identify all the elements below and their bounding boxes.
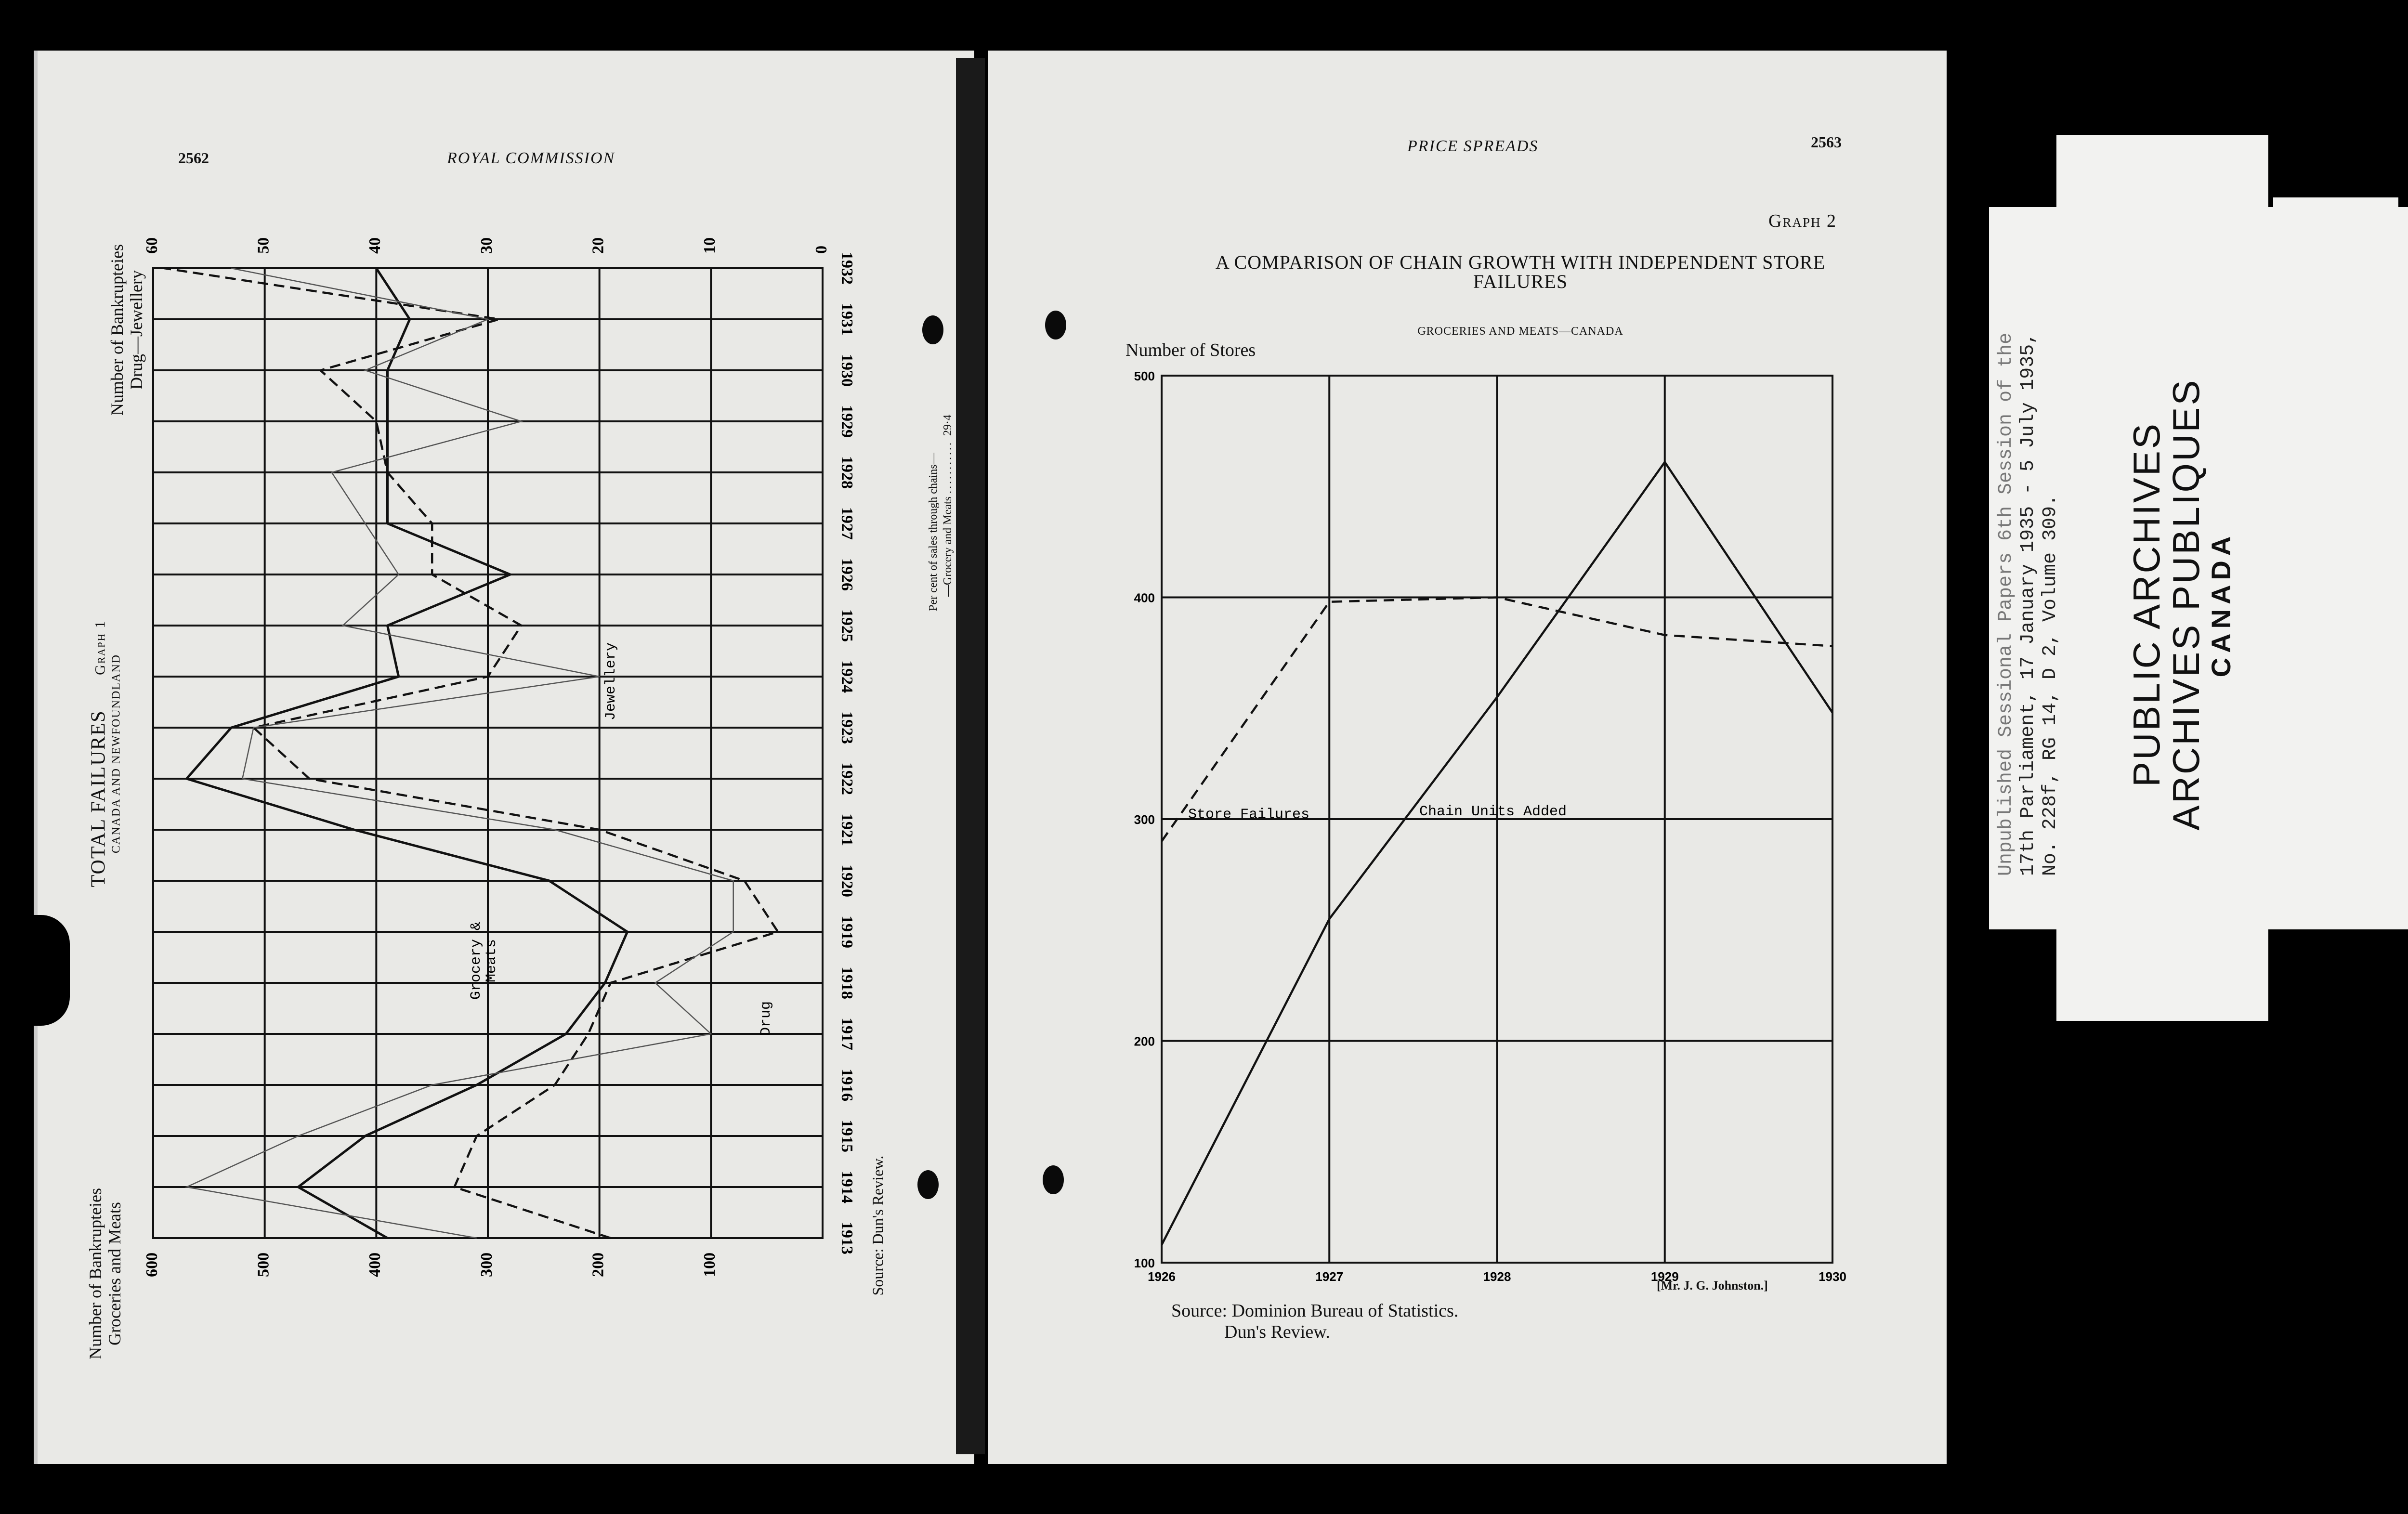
page-notch bbox=[26, 915, 70, 1026]
stamp-line-2: ARCHIVES PUBLIQUES bbox=[2165, 378, 2207, 831]
year-tick-label: 1925 bbox=[838, 609, 856, 642]
legend-row-grocery: —Grocery and Meats ........... 29·4 bbox=[942, 415, 954, 597]
right-axis-title-line-1: Number of Bankrupteies bbox=[107, 244, 127, 416]
running-head: PRICE SPREADS bbox=[1407, 137, 1539, 155]
archive-typed-note bbox=[1995, 333, 2062, 876]
x-tick-label: 1929 bbox=[1650, 1269, 1679, 1284]
x-tick-label: 1928 bbox=[1483, 1269, 1511, 1284]
series-label-chain-units: Chain Units Added bbox=[1419, 804, 1567, 820]
binding-spine bbox=[956, 58, 985, 1454]
year-tick-label: 1915 bbox=[838, 1120, 856, 1152]
y-axis-title: Number of Stores bbox=[1125, 340, 1256, 360]
year-tick-label: 1927 bbox=[838, 507, 856, 540]
punch-hole bbox=[917, 1170, 939, 1199]
left-axis-tick-label: 400 bbox=[366, 1253, 384, 1277]
graph-label: Graph 1 bbox=[92, 620, 108, 675]
y-tick-label: 300 bbox=[1134, 812, 1155, 827]
graph-1-source: Source: Dun's Review. bbox=[869, 1155, 887, 1296]
year-tick-label: 1930 bbox=[838, 354, 856, 387]
left-axis-tick-label: 200 bbox=[589, 1253, 607, 1277]
year-tick-label: 1921 bbox=[838, 813, 856, 846]
legend-heading: Per cent of sales through chains— bbox=[927, 453, 940, 611]
left-axis-title-line-2: Groceries and Meats bbox=[105, 1202, 124, 1345]
archive-card-right bbox=[2273, 197, 2398, 929]
right-axis-tick-label: 30 bbox=[477, 237, 496, 254]
graph-2-subtitle: GROCERIES AND MEATS—CANADA bbox=[1417, 325, 1623, 338]
series-line-drug bbox=[164, 268, 778, 1238]
curve-label-jewellery: Jewellery bbox=[603, 642, 619, 721]
graph-2-title-line-2: FAILURES bbox=[1473, 271, 1568, 292]
punch-hole bbox=[922, 315, 943, 344]
graph-subtitle: CANADA AND NEWFOUNDLAND bbox=[110, 654, 123, 853]
running-head: ROYAL COMMISSION bbox=[447, 149, 615, 167]
year-tick-label: 1918 bbox=[838, 966, 856, 999]
punch-hole bbox=[1043, 1165, 1064, 1194]
right-axis-tick-label: 40 bbox=[366, 237, 384, 254]
punch-hole bbox=[1045, 311, 1066, 339]
typed-line-1: Unpublished Sessional Papers 6th Session of the bbox=[1995, 332, 2017, 876]
x-tick-label: 1930 bbox=[1819, 1269, 1846, 1284]
curve-label-grocery: Meats bbox=[484, 939, 500, 983]
source-line-2: Dun's Review. bbox=[1224, 1322, 1330, 1342]
year-tick-label: 1916 bbox=[838, 1069, 856, 1101]
typed-line-3: No. 228f, RG 14, D 2, Volume 309. bbox=[2040, 494, 2061, 876]
year-tick-label: 1928 bbox=[838, 456, 856, 489]
series-label-store-failures: Store Failures bbox=[1188, 807, 1310, 823]
source-line-1: Source: Dominion Bureau of Statistics. bbox=[1171, 1301, 1459, 1321]
left-axis-tick-label: 100 bbox=[701, 1253, 719, 1277]
graph-title: TOTAL FAILURES bbox=[87, 710, 110, 888]
right-axis-tick-label: 60 bbox=[143, 237, 161, 254]
stamp-line-3: CANADA bbox=[2206, 531, 2236, 678]
right-axis-tick-label: 20 bbox=[589, 237, 607, 254]
left-axis-title-line-1: Number of Bankrupteies bbox=[86, 1188, 105, 1359]
right-axis-tick-label: 50 bbox=[254, 237, 273, 254]
legend-value: 29·4 bbox=[942, 415, 954, 436]
left-axis-tick-label: 600 bbox=[143, 1253, 161, 1277]
typed-line-2: 17th Parliament, 17 January 1935 - 5 July 1935, bbox=[2017, 332, 2039, 876]
right-axis-title-line-2: Drug—Jewellery bbox=[127, 270, 146, 390]
year-tick-label: 1913 bbox=[838, 1222, 856, 1254]
right-axis-tick-label: 10 bbox=[701, 237, 719, 254]
year-tick-label: 1919 bbox=[838, 915, 856, 948]
x-tick-label: 1927 bbox=[1315, 1269, 1344, 1284]
year-tick-label: 1931 bbox=[838, 303, 856, 336]
left-axis-tick-label: 500 bbox=[254, 1253, 273, 1277]
archive-stamp bbox=[2127, 378, 2237, 831]
archive-card-bottom bbox=[2056, 925, 2268, 1021]
archive-card-top bbox=[2056, 135, 2268, 212]
graph-2-title-line-1: A COMPARISON OF CHAIN GROWTH WITH INDEPENDENT STORE bbox=[1215, 251, 1826, 273]
curve-label-drug: Drug bbox=[758, 1001, 774, 1036]
y-tick-label: 100 bbox=[1134, 1256, 1155, 1270]
graph-2-chart bbox=[988, 51, 1947, 1464]
y-tick-label: 200 bbox=[1134, 1034, 1155, 1049]
year-tick-label: 1924 bbox=[838, 660, 856, 693]
x-tick-label: 1926 bbox=[1148, 1269, 1176, 1284]
legend-label: —Grocery and Meats bbox=[942, 496, 954, 597]
year-tick-label: 1917 bbox=[838, 1018, 856, 1050]
year-tick-label: 1926 bbox=[838, 558, 856, 591]
attribution: [Mr. J. G. Johnston.] bbox=[1657, 1279, 1768, 1292]
page-number: 2562 bbox=[178, 149, 209, 167]
year-tick-label: 1920 bbox=[838, 864, 856, 897]
right-axis-tick-label: 0 bbox=[812, 246, 830, 254]
right-page bbox=[988, 51, 1947, 1464]
left-page bbox=[34, 51, 974, 1464]
stamp-line-1: PUBLIC ARCHIVES bbox=[2125, 422, 2168, 787]
graph-label: Graph 2 bbox=[1768, 211, 1837, 231]
y-tick-label: 400 bbox=[1134, 590, 1155, 605]
year-tick-label: 1922 bbox=[838, 762, 856, 795]
year-tick-label: 1929 bbox=[838, 405, 856, 438]
year-tick-label: 1923 bbox=[838, 711, 856, 744]
graph-1-chart bbox=[38, 51, 974, 1464]
left-axis-tick-label: 300 bbox=[477, 1253, 496, 1277]
year-tick-label: 1932 bbox=[838, 252, 856, 285]
series-line-grocery-meats bbox=[187, 268, 628, 1238]
curve-label-grocery: Grocery & bbox=[468, 921, 484, 1000]
year-tick-label: 1914 bbox=[838, 1171, 856, 1203]
y-tick-label: 500 bbox=[1134, 369, 1155, 383]
page-number: 2563 bbox=[1811, 133, 1842, 151]
